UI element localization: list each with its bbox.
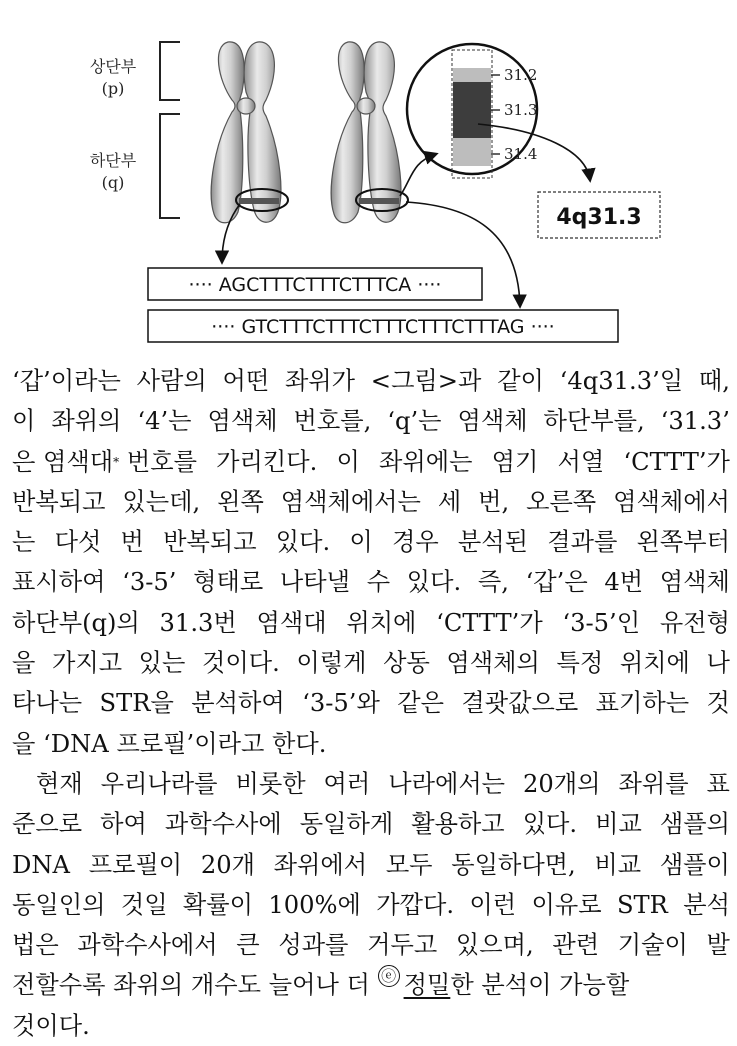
lower-bracket bbox=[160, 114, 180, 218]
left-sequence: ···· AGCTTTCTTTCTTTCA ···· bbox=[188, 274, 442, 296]
p2-line-3: DNA 프로필이 20개 좌위에서 모두 동일하다면, 비교 샘플이 bbox=[12, 850, 730, 879]
upper-bracket bbox=[160, 42, 180, 100]
p1-line-3-prefix: 은 염색대 bbox=[12, 447, 114, 476]
p2-line-6-start: 전할수록 좌위의 개수도 늘어나 더 bbox=[12, 971, 370, 1000]
p1-line-1: ‘갑’이라는 사람의 어떤 좌위가 <그림>과 같이 ‘4q31.3’일 때, bbox=[12, 367, 730, 395]
p1-line-6: 표시하여 ‘3-5’ 형태로 나타낼 수 있다. 즉, ‘갑’은 4번 염색체 bbox=[12, 568, 730, 597]
band-label-mid: 31.3 bbox=[504, 101, 538, 119]
band-label-bot: 31.4 bbox=[504, 145, 538, 163]
p1-line-8: 을 가지고 있는 것이다. 이렇게 상동 염색체의 특정 위치에 나 bbox=[12, 649, 730, 678]
lower-part-sub: (q) bbox=[101, 173, 125, 192]
p1-line-10: 을 ‘DNA 프로필’이라고 한다. bbox=[12, 729, 327, 758]
right-sequence: ···· GTCTTTCTTTCTTTCTTTCTTTAG ···· bbox=[211, 316, 555, 338]
lower-part-label: 하단부 bbox=[89, 151, 137, 170]
p2-line-7: 것이다. bbox=[12, 1011, 90, 1040]
p1-line-5: 는 다섯 번 반복되고 있다. 이 경우 분석된 결과를 왼쪽부터 bbox=[12, 528, 730, 557]
p2-line-4: 동일인의 것일 확률이 100%에 가깝다. 이런 이유로 STR 분석 bbox=[12, 890, 730, 919]
p1-line-3 bbox=[12, 442, 730, 482]
p1-line-4: 반복되고 있는데, 왼쪽 염색체에서는 세 번, 오른쪽 염색체에서 bbox=[12, 487, 730, 516]
upper-part-sub: (p) bbox=[101, 79, 125, 98]
left-chromosome bbox=[211, 42, 281, 223]
right-chromosome bbox=[331, 42, 401, 223]
p1-line-3-rest: 번호를 가리킨다. 이 좌위에는 염기 서열 ‘CTTT’가 bbox=[126, 447, 730, 476]
p2-line-6 bbox=[12, 965, 730, 1005]
p1-line-7: 하단부(q)의 31.3번 염색대 위치에 ‘CTTT’가 ‘3-5’인 유전형 bbox=[12, 608, 730, 637]
footnote-mark: * bbox=[113, 454, 120, 469]
underlined-word: 정밀 bbox=[403, 971, 451, 1000]
marker-e: ⓔ bbox=[378, 965, 400, 987]
p1-line-2: 이 좌위의 ‘4’는 염색체 번호를, ‘q’는 염색체 하단부를, ‘31.3’ bbox=[12, 407, 730, 436]
p2-line-5: 법은 과학수사에서 큰 성과를 거두고 있으며, 관련 기술이 발 bbox=[12, 931, 730, 960]
p2-line-6-tail: 한 분석이 가능할 bbox=[450, 971, 630, 1000]
upper-part-label: 상단부 bbox=[89, 57, 137, 76]
p1-line-9: 타나는 STR을 분석하여 ‘3-5’와 같은 결괏값으로 표기하는 것 bbox=[12, 689, 730, 718]
chromosome-figure bbox=[0, 0, 737, 350]
locus-label: 4q31.3 bbox=[556, 205, 642, 230]
passage-body bbox=[12, 361, 730, 1046]
band-label-top: 31.2 bbox=[504, 66, 538, 84]
p2-line-2: 준으로 하여 과학수사에 동일하게 활용하고 있다. 비교 샘플의 bbox=[12, 810, 730, 839]
p2-line-1: 현재 우리나라를 비롯한 여러 나라에서는 20개의 좌위를 표 bbox=[36, 769, 730, 798]
band-marks bbox=[239, 198, 399, 204]
